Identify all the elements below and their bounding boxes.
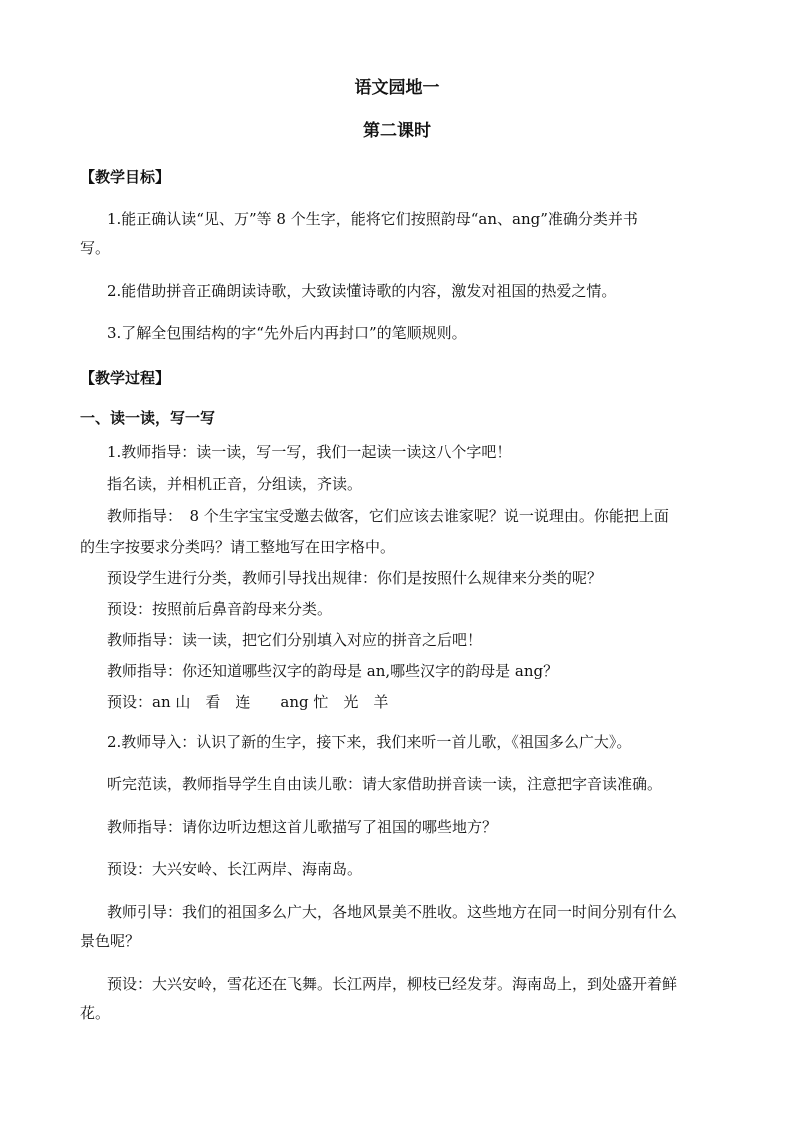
paragraph-7: 教师指导：你还知道哪些汉字的韵母是 an,哪些汉字的韵母是 ang？ — [107, 662, 559, 680]
paragraph-12: 预设：大兴安岭、长江两岸、海南岛。 — [107, 860, 363, 878]
paragraph-4: 预设学生进行分类，教师引导找出规律：你们是按照什么规律来分类的呢？ — [107, 569, 603, 587]
paragraph-11: 教师指导：请你边听边想这首儿歌描写了祖国的哪些地方？ — [107, 818, 498, 836]
goal-1-line-1: 1.能正确认读“见、万”等 8 个生字，能将它们按照韵母“an、ang”准确分类并书 — [107, 210, 638, 228]
goal-2: 2.能借助拼音正确朗读诗歌，大致读懂诗歌的内容，激发对祖国的热爱之情。 — [107, 282, 617, 300]
paragraph-3-cont: 的生字按要求分类吗？请工整地写在田字格中。 — [80, 538, 396, 556]
document-title: 语文园地一 — [354, 78, 440, 98]
section-1-heading: 一、读一读，写一写 — [80, 409, 216, 427]
paragraph-14: 预设：大兴安岭，雪花还在飞舞。长江两岸，柳枝已经发芽。海南岛上，到处盛开着鲜 — [107, 975, 678, 993]
paragraph-5: 预设：按照前后鼻音韵母来分类。 — [107, 600, 333, 618]
paragraph-1: 1.教师指导：读一读，写一写，我们一起读一读这八个字吧！ — [107, 443, 512, 461]
paragraph-6: 教师指导：读一读，把它们分别填入对应的拼音之后吧！ — [107, 631, 483, 649]
goal-3: 3.了解全包围结构的字“先外后内再封口”的笔顺规则。 — [107, 324, 467, 342]
paragraph-13-cont: 景色呢？ — [80, 932, 141, 950]
paragraph-13: 教师引导：我们的祖国多么广大，各地风景美不胜收。这些地方在同一时间分别有什么 — [107, 903, 678, 921]
paragraph-14-cont: 花。 — [80, 1004, 111, 1022]
goals-heading: 【教学目标】 — [80, 168, 171, 186]
paragraph-3: 教师指导： 8 个生字宝宝受邀去做客，它们应该去谁家呢？说一说理由。你能把上面 — [107, 507, 669, 525]
paragraph-8: 预设：an 山 看 连 ang 忙 光 羊 — [107, 693, 389, 711]
paragraph-2: 指名读，并相机正音，分组读，齐读。 — [107, 475, 363, 493]
paragraph-10: 听完范读，教师指导学生自由读儿歌：请大家借助拼音读一读，注意把字音读准确。 — [107, 775, 663, 793]
process-heading: 【教学过程】 — [80, 369, 171, 387]
goal-1-line-2: 写。 — [80, 239, 111, 257]
paragraph-9: 2.教师导入：认识了新的生字，接下来，我们来听一首儿歌，《祖国多么广大》。 — [107, 733, 632, 751]
document-subtitle: 第二课时 — [363, 121, 431, 141]
